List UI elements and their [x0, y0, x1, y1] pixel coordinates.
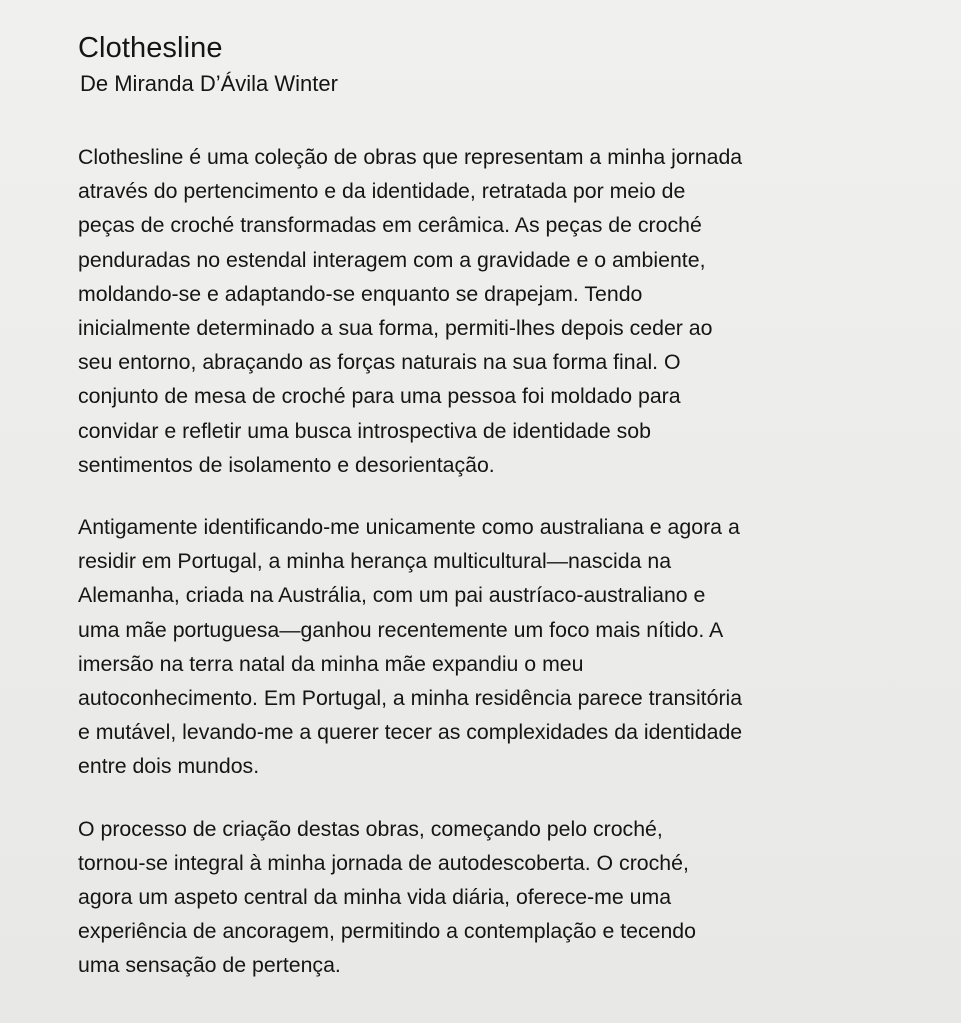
page-title: Clothesline — [78, 32, 223, 64]
text-line: O processo de criação destas obras, começando pelo croché, — [78, 816, 663, 841]
text-line: penduradas no estendal interagem com a gravidade e o ambiente, — [78, 247, 706, 272]
body-text — [78, 140, 921, 983]
text-line: tornou-se integral à minha jornada de autodescoberta. O croché, — [78, 850, 689, 875]
text-line: residir em Portugal, a minha herança multicultural—nascida na — [78, 549, 672, 574]
text-line: seu entorno, abraçando as forças naturais na sua forma final. O — [78, 350, 681, 375]
text-line: e mutável, levando-me a querer tecer as complexidades da identidade — [78, 720, 743, 745]
text-line: imersão na terra natal da minha mãe expandiu o meu — [78, 651, 584, 676]
paragraph-1 — [78, 140, 921, 482]
text-line: autoconhecimento. Em Portugal, a minha residência parece transitória — [78, 686, 743, 711]
text-line: através do pertencimento e da identidade, retratada por meio de — [78, 179, 686, 204]
text-line: convidar e refletir uma busca introspectiva de identidade sob — [78, 418, 651, 443]
paragraph-3 — [78, 812, 921, 983]
text-line: uma mãe portuguesa—ganhou recentemente um foco mais nítido. A — [78, 617, 724, 642]
text-line: uma sensação de pertença. — [78, 953, 341, 978]
text-line: sentimentos de isolamento e desorientação. — [78, 452, 495, 477]
text-line: entre dois mundos. — [78, 754, 260, 779]
text-line: agora um aspeto central da minha vida diária, oferece-me uma — [78, 885, 672, 910]
text-line: Clothesline é uma coleção de obras que representam a minha jornada — [78, 145, 743, 169]
text-line: inicialmente determinado a sua forma, permiti-lhes depois ceder ao — [78, 316, 713, 341]
text-line: peças de croché transformadas em cerâmica. As peças de croché — [78, 213, 702, 238]
author-byline: De Miranda D’Ávila Winter — [80, 71, 338, 96]
text-line: moldando-se e adaptando-se enquanto se drapejam. Tendo — [78, 281, 643, 306]
text-line: Antigamente identificando-me unicamente como australiana e agora a — [78, 515, 740, 540]
paragraph-2 — [78, 510, 921, 784]
text-line: experiência de ancoragem, permitindo a contemplação e tecendo — [78, 919, 696, 944]
text-line: Alemanha, criada na Austrália, com um pai austríaco-australiano e — [78, 583, 706, 608]
text-line: conjunto de mesa de croché para uma pessoa foi moldado para — [78, 384, 681, 409]
